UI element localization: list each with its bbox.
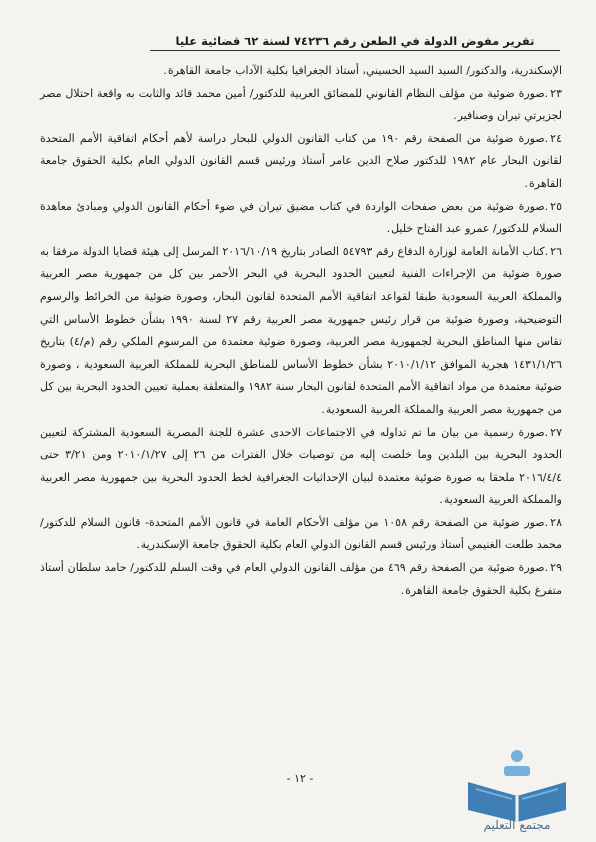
logo-text: مجتمع التعليم <box>483 818 551 832</box>
page-number: - ١٢ - <box>286 772 314 785</box>
list-item: ٢٣.صورة ضوئية من مؤلف النظام القانوني للمضائق العربية للدكتور/ أمين محمد قائد والثابت به واقعة احتلال مصر لجزيرتي تيران وصنافير. <box>40 86 562 123</box>
list-item: ٢٩.صورة ضوئية من الصفحة رقم ٤٦٩ من مؤلف القانون الدولي العام في وقت السلم للدكتور/ حامد سلطان أستاذ متفرغ بكلية الحقوق جامعة القاهرة. <box>40 561 562 597</box>
page-header: تقرير مفوض الدولة في الطعن رقم ٧٤٢٣٦ لسنة ٦٢ قضائية عليا <box>150 34 560 51</box>
list-item: ٢٧.صورة رسمية من بيان ما تم تداوله في الاجتماعات الاحدى عشرة للجنة المصرية السعودية المشتركة لتعيين الحدود البحرية بين البلدين وما خلصت إليه من توصيات خلال الفترات من ٢٦ إلى ٢٠١٠/١/٢٧ ومن ٣/٢١ حتى ٢٠١٦/٤/٤ ملحقا به صورة ضوئية معتمدة لبيان الإحداثيات الجغرافية لخط الحدود البحرية بين جمهورية مصر العربية والمملكة العربية السعودية. <box>40 425 562 507</box>
document-body <box>40 60 562 602</box>
intro-paragraph: الإسكندرية، والدكتور/ السيد السيد الحسيني، أستاذ الجغرافيا بكلية الآداب جامعة القاهرة. <box>163 64 562 77</box>
list-item: ٢٤.صورة ضوئية من الصفحة رقم ١٩٠ من كتاب القانون الدولي للبحار دراسة لأهم أحكام اتفاقية الأمم المتحدة لقانون البحار عام ١٩٨٢ للدكتور صلاح الدين عامر أستاذ ورئيس قسم القانون الدولي العام بكلية الحقوق جامعة القاهرة. <box>40 131 563 190</box>
logo-graphic <box>468 750 566 822</box>
list-item: ٢٦.كتاب الأمانة العامة لوزارة الدفاع رقم ٥٤٧٩٣ الصادر بتاريخ ٢٠١٦/١٠/١٩ المرسل إلى هيئة قضايا الدولة مرفقا به صورة ضوئية من الإجراءات الفنية لتعيين الحدود البحرية في البحر الأحمر بين كل من جمهورية مصر العربية والمملكة العربية السعودية طبقا لقواعد اتفاقية الأمم المتحدة لقانون البحار، وصورة ضوئية من الخرائط والرسوم التوضيحية، وصورة ضوئية من قرار رئيس جمهورية مصر العربية رقم ٢٧ لسنة ١٩٩٠ بشأن خطوط الأساس التي تقاس منها المناطق البحرية لجمهورية مصر العربية، وصورة ضوئية معتمدة من المرسوم الملكي رقم (م/٤) بتاريخ ١٤٣١/١/٢٦ هجرية الموافق ٢٠١٠/١/١٢ بشأن خطوط الأساس للمناطق البحرية للمملكة العربية السعودية ، وصورة ضوئية معتمدة من مواد اتفاقية الأمم المتحدة لقانون البحار سنة ١٩٨٢ والمتعلقة بعملية تعيين الحدود البحرية بين كل من جمهورية مصر العربية والمملكة العربية السعودية. <box>40 244 563 416</box>
list-item: ٢٨.صور ضوئية من الصفحة رقم ١٠٥٨ من مؤلف الأحكام العامة في قانون الأمم المتحدة- قانون السلام للدكتور/ محمد طلعت الغنيمي أستاذ ورئيس قسم القانون الدولي العام بكلية الحقوق جامعة الإسكندرية. <box>40 515 562 552</box>
list-item: ٢٥.صورة ضوئية من بعض صفحات الواردة في كتاب مضيق تيران في ضوء أحكام القانون الدولي ومبادئ معاهدة السلام للدكتور/ عمرو عبد الفتاح خليل. <box>40 199 562 236</box>
